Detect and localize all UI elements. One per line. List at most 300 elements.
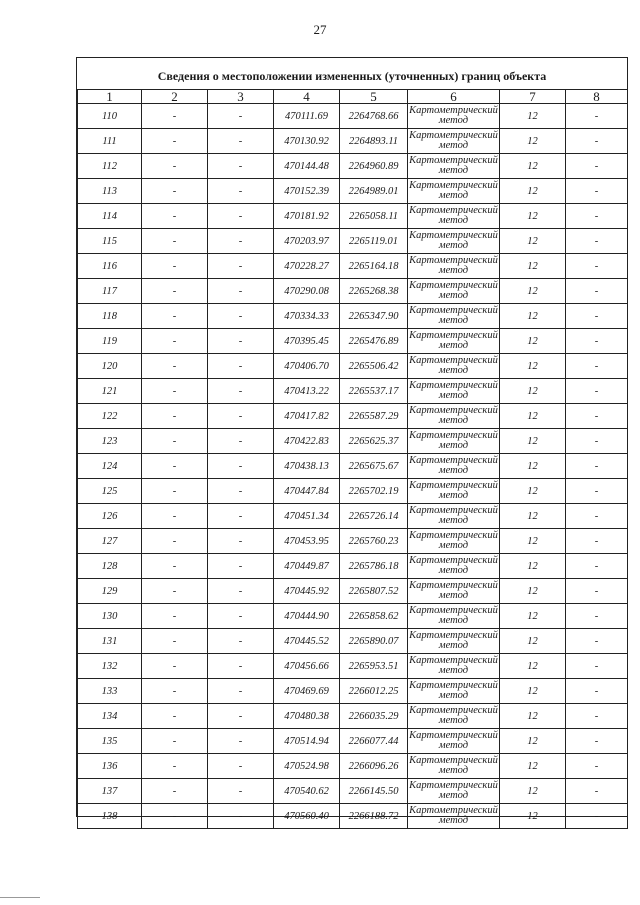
cell-c5: 2265786.18 [340,554,408,579]
method-text: Картометрический [409,130,498,141]
cell-method [408,104,500,129]
footer-line [0,897,40,898]
cell-method [408,179,500,204]
method-text: Картометрический [409,305,498,316]
cell-c2: - [142,254,208,279]
cell-c7: 12 [500,129,566,154]
cell-c4: 470540.62 [274,779,340,804]
cell-c4: 470524.98 [274,754,340,779]
cell-c4: 470130.92 [274,129,340,154]
cell-c5: 2265702.19 [340,479,408,504]
cell-c8: - [566,329,628,354]
cell-c3: - [208,679,274,704]
method-text: Картометрический [409,380,498,391]
method-text: метод [438,590,469,601]
table-row [78,504,628,529]
cell-c1: 123 [78,429,142,454]
method-text: Картометрический [409,805,498,816]
cell-method [408,729,500,754]
cell-c1: 112 [78,154,142,179]
column-header: 7 [500,90,566,104]
cell-c7: 12 [500,579,566,604]
cell-c5: 2265587.29 [340,404,408,429]
column-header: 3 [208,90,274,104]
cell-c3: - [208,754,274,779]
cell-c2: - [142,504,208,529]
cell-c5: 2265476.89 [340,329,408,354]
method-text: метод [438,415,469,426]
table-row [78,529,628,554]
method-text: метод [438,715,469,726]
cell-c8: - [566,254,628,279]
cell-c3: - [208,579,274,604]
cell-c8: - [566,479,628,504]
cell-c4: 470111.69 [274,104,340,129]
cell-c7: 12 [500,104,566,129]
cell-c3: - [208,279,274,304]
cell-c5: 2266012.25 [340,679,408,704]
cell-c2: - [142,454,208,479]
cell-c4: 470469.69 [274,679,340,704]
cell-c7: 12 [500,454,566,479]
cell-c8: - [566,679,628,704]
cell-c4: 470451.34 [274,504,340,529]
boundary-coordinates-section [76,57,628,826]
cell-c1: 130 [78,604,142,629]
cell-c2: - [142,629,208,654]
cell-c7: 12 [500,754,566,779]
cell-c7: 12 [500,604,566,629]
method-text: метод [438,115,469,126]
cell-method [408,404,500,429]
cell-method [408,154,500,179]
cell-c3: - [208,604,274,629]
cell-c2: - [142,729,208,754]
method-text: Картометрический [409,330,498,341]
cell-c4: 470144.48 [274,154,340,179]
method-text: Картометрический [409,105,498,116]
cell-c2: - [142,404,208,429]
table-row [78,129,628,154]
cell-c4: 470453.95 [274,529,340,554]
cell-c4: 470334.33 [274,304,340,329]
cell-c2: - [142,179,208,204]
cell-c3: - [208,329,274,354]
cell-c8: - [566,304,628,329]
cell-c7: 12 [500,429,566,454]
method-text: Картометрический [409,280,498,291]
method-text: метод [438,465,469,476]
cell-method [408,304,500,329]
table-row [78,579,628,604]
cell-method [408,704,500,729]
cell-c5: 2265506.42 [340,354,408,379]
cell-method [408,804,500,829]
method-text: метод [438,540,469,551]
method-text: Картометрический [409,430,498,441]
cell-c3: - [208,379,274,404]
method-text: метод [438,815,469,826]
cell-c5: 2265119.01 [340,229,408,254]
cell-c4: 470203.97 [274,229,340,254]
cell-c1: 122 [78,404,142,429]
cell-c3: - [208,104,274,129]
cell-c3: - [208,779,274,804]
cell-c5: 2265347.90 [340,304,408,329]
method-text: метод [438,240,469,251]
table-body [78,104,628,829]
cell-c7: 12 [500,654,566,679]
method-text: Картометрический [409,680,498,691]
column-number-row [78,90,628,104]
cell-c5: 2265890.07 [340,629,408,654]
table-row [78,604,628,629]
table-row [78,779,628,804]
cell-c2: - [142,129,208,154]
cell-c1: 135 [78,729,142,754]
cell-c5: 2264989.01 [340,179,408,204]
cell-c4: 470480.38 [274,704,340,729]
method-text: Картометрический [409,205,498,216]
cell-c5: 2266145.50 [340,779,408,804]
method-text: Картометрический [409,655,498,666]
table-title: Сведения о местоположении измененных (уточненных) границ объекта [157,69,547,83]
cell-c7: 12 [500,729,566,754]
method-text: метод [438,190,469,201]
cell-c8: - [566,804,628,829]
cell-method [408,279,500,304]
cell-c7: 12 [500,154,566,179]
table-row [78,654,628,679]
column-header: 1 [78,90,142,104]
cell-c3: - [208,204,274,229]
cell-c1: 117 [78,279,142,304]
cell-c2: - [142,279,208,304]
cell-method [408,429,500,454]
cell-c2: - [142,204,208,229]
cell-c1: 111 [78,129,142,154]
method-text: Картометрический [409,555,498,566]
cell-c7: 12 [500,179,566,204]
cell-c8: - [566,454,628,479]
cell-c7: 12 [500,354,566,379]
cell-c2: - [142,804,208,829]
cell-c7: 12 [500,779,566,804]
table-row [78,454,628,479]
cell-c7: 12 [500,204,566,229]
method-text: Картометрический [409,480,498,491]
cell-c3: - [208,704,274,729]
cell-c5: 2265537.17 [340,379,408,404]
cell-method [408,354,500,379]
cell-c2: - [142,229,208,254]
cell-c8: - [566,279,628,304]
cell-c8: - [566,554,628,579]
method-text: Картометрический [409,580,498,591]
cell-c7: 12 [500,379,566,404]
cell-c5: 2265953.51 [340,654,408,679]
cell-c3: - [208,179,274,204]
cell-c1: 136 [78,754,142,779]
method-text: Картометрический [409,530,498,541]
method-text: Картометрический [409,605,498,616]
cell-c2: - [142,754,208,779]
cell-c3: - [208,804,274,829]
cell-c8: - [566,354,628,379]
table-row [78,204,628,229]
table-row [78,404,628,429]
coordinates-table [77,89,628,829]
cell-c5: 2265268.38 [340,279,408,304]
cell-c8: - [566,379,628,404]
cell-c8: - [566,604,628,629]
cell-c1: 120 [78,354,142,379]
cell-c8: - [566,754,628,779]
cell-c5: 2265726.14 [340,504,408,529]
cell-method [408,504,500,529]
method-text: метод [438,790,469,801]
cell-c5: 2264768.66 [340,104,408,129]
cell-c8: - [566,579,628,604]
cell-c5: 2265858.62 [340,604,408,629]
cell-c7: 12 [500,804,566,829]
cell-c4: 470560.40 [274,804,340,829]
cell-c5: 2266188.72 [340,804,408,829]
column-header: 6 [408,90,500,104]
cell-method [408,379,500,404]
cell-method [408,779,500,804]
method-text: метод [438,665,469,676]
cell-c4: 470395.45 [274,329,340,354]
table-row [78,729,628,754]
cell-method [408,329,500,354]
cell-c7: 12 [500,479,566,504]
column-header: 5 [340,90,408,104]
cell-c4: 470438.13 [274,454,340,479]
table-row [78,679,628,704]
cell-c5: 2265625.37 [340,429,408,454]
cell-c2: - [142,479,208,504]
table-row [78,154,628,179]
cell-method [408,229,500,254]
cell-method [408,254,500,279]
cell-c3: - [208,454,274,479]
cell-method [408,129,500,154]
cell-c3: - [208,154,274,179]
method-text: метод [438,165,469,176]
cell-c8: - [566,729,628,754]
cell-c2: - [142,379,208,404]
cell-c1: 138 [78,804,142,829]
cell-method [408,529,500,554]
cell-c2: - [142,429,208,454]
cell-c2: - [142,554,208,579]
page-number: 27 [313,22,327,37]
cell-c1: 114 [78,204,142,229]
method-text: Картометрический [409,455,498,466]
table-row [78,629,628,654]
cell-c5: 2265760.23 [340,529,408,554]
cell-c1: 133 [78,679,142,704]
cell-c5: 2265807.52 [340,579,408,604]
cell-c5: 2264960.89 [340,154,408,179]
table-row [78,354,628,379]
cell-c4: 470422.83 [274,429,340,454]
cell-c4: 470514.94 [274,729,340,754]
cell-c4: 470417.82 [274,404,340,429]
cell-c1: 124 [78,454,142,479]
method-text: метод [438,740,469,751]
cell-c8: - [566,179,628,204]
cell-c1: 125 [78,479,142,504]
cell-c8: - [566,629,628,654]
cell-c3: - [208,629,274,654]
cell-c3: - [208,479,274,504]
cell-c4: 470444.90 [274,604,340,629]
cell-c1: 115 [78,229,142,254]
cell-c7: 12 [500,304,566,329]
method-text: метод [438,140,469,151]
cell-c3: - [208,429,274,454]
cell-c8: - [566,704,628,729]
cell-c1: 126 [78,504,142,529]
cell-c7: 12 [500,504,566,529]
cell-c8: - [566,229,628,254]
cell-method [408,629,500,654]
cell-method [408,679,500,704]
cell-c3: - [208,554,274,579]
method-text: Картометрический [409,505,498,516]
cell-c4: 470449.87 [274,554,340,579]
cell-c3: - [208,254,274,279]
method-text: метод [438,615,469,626]
cell-c4: 470152.39 [274,179,340,204]
method-text: метод [438,340,469,351]
method-text: Картометрический [409,405,498,416]
method-text: метод [438,690,469,701]
table-row [78,704,628,729]
method-text: метод [438,290,469,301]
cell-c3: - [208,304,274,329]
cell-c8: - [566,529,628,554]
cell-c7: 12 [500,629,566,654]
method-text: Картометрический [409,630,498,641]
cell-method [408,754,500,779]
cell-method [408,604,500,629]
cell-c5: 2266035.29 [340,704,408,729]
cell-c3: - [208,654,274,679]
method-text: Картометрический [409,780,498,791]
method-text: метод [438,515,469,526]
cell-c8: - [566,404,628,429]
method-text: Картометрический [409,255,498,266]
table-row [78,554,628,579]
cell-c2: - [142,104,208,129]
cell-c1: 128 [78,554,142,579]
method-text: Картометрический [409,355,498,366]
cell-c3: - [208,129,274,154]
cell-c7: 12 [500,529,566,554]
cell-c5: 2266096.26 [340,754,408,779]
cell-c3: - [208,504,274,529]
cell-c4: 470181.92 [274,204,340,229]
cell-c3: - [208,354,274,379]
cell-c7: 12 [500,554,566,579]
cell-method [408,454,500,479]
cell-c5: 2264893.11 [340,129,408,154]
cell-c1: 119 [78,329,142,354]
cell-c8: - [566,429,628,454]
method-text: Картометрический [409,180,498,191]
cell-c2: - [142,529,208,554]
column-header: 8 [566,90,628,104]
cell-c1: 137 [78,779,142,804]
cell-c7: 12 [500,704,566,729]
cell-c7: 12 [500,229,566,254]
method-text: метод [438,215,469,226]
table-row [78,429,628,454]
cell-c5: 2266077.44 [340,729,408,754]
method-text: метод [438,765,469,776]
cell-c1: 131 [78,629,142,654]
table-row [78,279,628,304]
cell-c1: 127 [78,529,142,554]
cell-method [408,479,500,504]
method-text: метод [438,640,469,651]
table-row [78,804,628,829]
cell-c4: 470445.92 [274,579,340,604]
method-text: метод [438,565,469,576]
column-header: 4 [274,90,340,104]
table-row [78,304,628,329]
table-row [78,379,628,404]
cell-c2: - [142,354,208,379]
cell-c4: 470290.08 [274,279,340,304]
cell-c7: 12 [500,329,566,354]
cell-c2: - [142,579,208,604]
cell-c2: - [142,654,208,679]
cell-c4: 470413.22 [274,379,340,404]
cell-c4: 470228.27 [274,254,340,279]
cell-c8: - [566,129,628,154]
cell-c8: - [566,104,628,129]
column-header: 2 [142,90,208,104]
cell-c8: - [566,504,628,529]
table-row [78,479,628,504]
table-row [78,754,628,779]
method-text: метод [438,265,469,276]
table-row [78,229,628,254]
cell-c4: 470406.70 [274,354,340,379]
cell-method [408,579,500,604]
cell-c7: 12 [500,679,566,704]
cell-c4: 470456.66 [274,654,340,679]
cell-method [408,654,500,679]
cell-c1: 116 [78,254,142,279]
cell-c3: - [208,404,274,429]
cell-c1: 118 [78,304,142,329]
cell-c8: - [566,654,628,679]
cell-c2: - [142,604,208,629]
cell-c2: - [142,329,208,354]
cell-c1: 110 [78,104,142,129]
cell-c3: - [208,229,274,254]
cell-c1: 134 [78,704,142,729]
cell-c7: 12 [500,279,566,304]
cell-c4: 470445.52 [274,629,340,654]
cell-c2: - [142,679,208,704]
table-row [78,179,628,204]
